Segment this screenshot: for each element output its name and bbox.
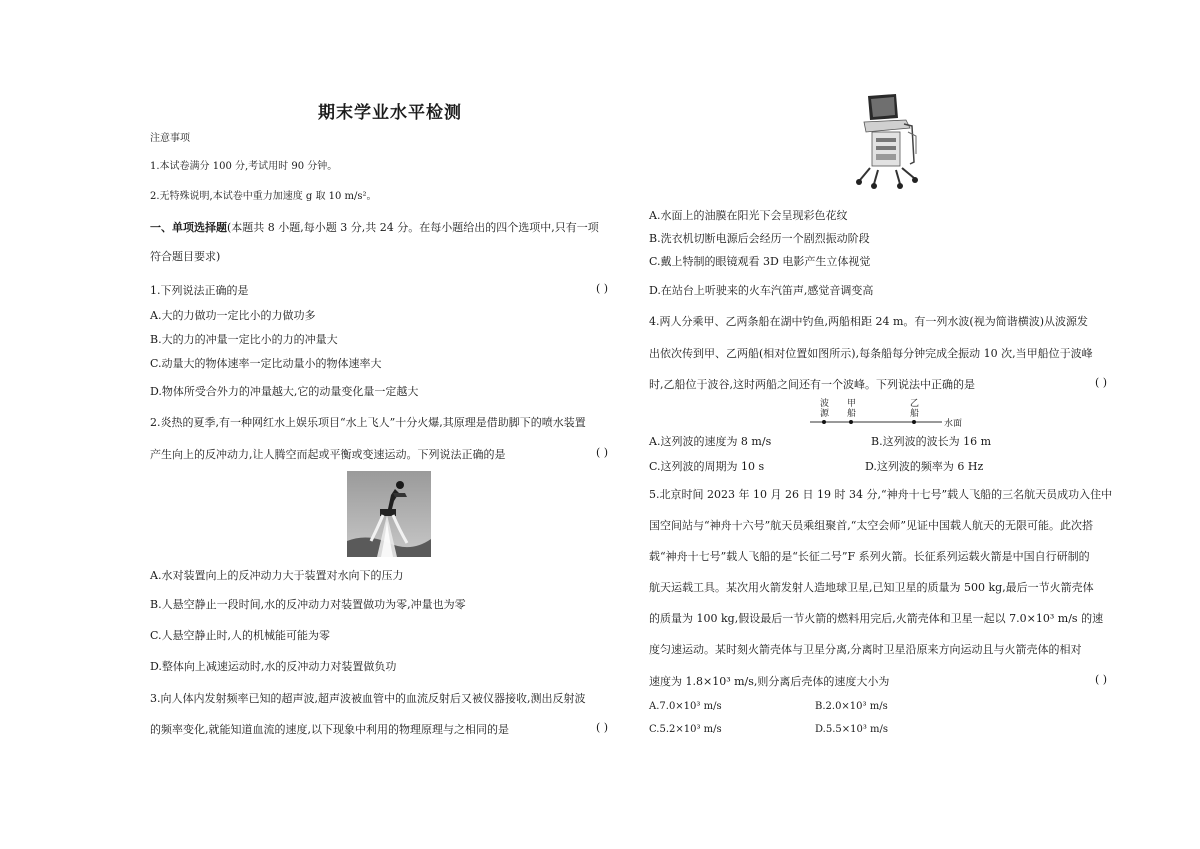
q3-stem-line2: 的频率变化,就能知道血流的速度,以下现象中利用的物理原理与之相同的是 bbox=[150, 723, 509, 736]
q2-option-d: D.整体向上减速运动时,水的反冲动力对装置做负功 bbox=[150, 660, 397, 673]
label-yi-1: 乙 bbox=[910, 399, 920, 409]
q5-answer-paren: ( ) bbox=[1095, 673, 1108, 686]
label-jia-2: 船 bbox=[847, 409, 857, 419]
q5-option-a: A.7.0×10³ m/s bbox=[649, 701, 722, 712]
ultrasound-machine-illustration bbox=[852, 92, 922, 190]
notice-item-2: 2.无特殊说明,本试卷中重力加速度 g 取 10 m/s²。 bbox=[150, 191, 377, 202]
q3-option-b: B.洗衣机切断电源后会经历一个剧烈振动阶段 bbox=[649, 232, 870, 245]
q5-stem-line7: 速度为 1.8×10³ m/s,则分离后壳体的速度大小为 bbox=[649, 675, 890, 688]
q1-option-b: B.大的力的冲量一定比小的力的冲量大 bbox=[150, 333, 338, 346]
q3-stem-line1: 3.向人体内发射频率已知的超声波,超声波被血管中的血流反射后又被仪器接收,测出反射波 bbox=[150, 692, 586, 705]
page-title: 期末学业水平检测 bbox=[318, 103, 462, 123]
label-source-2: 源 bbox=[820, 409, 830, 419]
q3-option-d: D.在站台上听驶来的火车汽笛声,感觉音调变高 bbox=[649, 284, 874, 297]
q4-answer-paren: ( ) bbox=[1095, 376, 1108, 389]
q4-option-a: A.这列波的速度为 8 m/s bbox=[649, 435, 772, 448]
section-heading-rest: (本题共 8 小题,每小题 3 分,共 24 分。在每小题给出的四个选项中,只有一项 bbox=[227, 221, 599, 234]
section-heading bbox=[150, 219, 599, 235]
q4-option-d: D.这列波的频率为 6 Hz bbox=[865, 460, 984, 473]
q5-option-c: C.5.2×10³ m/s bbox=[649, 724, 722, 735]
q2-option-a: A.水对装置向上的反冲动力大于装置对水向下的压力 bbox=[150, 569, 404, 582]
label-yi-2: 船 bbox=[910, 409, 920, 419]
q2-stem-line2: 产生向上的反冲动力,让人腾空而起或平衡或变速运动。下列说法正确的是 bbox=[150, 448, 506, 461]
water-jetpack-photo bbox=[347, 471, 431, 557]
water-surface-line bbox=[810, 416, 950, 428]
q5-stem-line1: 5.北京时间 2023 年 10 月 26 日 19 时 34 分,“神舟十七号”载人飞船的三名航天员成功入住中 bbox=[649, 488, 1113, 501]
q5-stem-line2: 国空间站与“神舟十六号”航天员乘组聚首,“太空会师”见证中国载人航天的无限可能。此次搭 bbox=[649, 519, 1093, 532]
q4-stem-line1: 4.两人分乘甲、乙两条船在湖中钓鱼,两船相距 24 m。有一列水波(视为简谐横波)从波源发 bbox=[649, 315, 1088, 328]
notice-heading: 注意事项 bbox=[150, 133, 190, 144]
q4-stem-line3: 时,乙船位于波谷,这时两船之间还有一个波峰。下列说法中正确的是 bbox=[649, 378, 975, 391]
q2-option-b: B.人悬空静止一段时间,水的反冲动力对装置做功为零,冲量也为零 bbox=[150, 598, 466, 611]
q5-stem-line3: 载“神舟十七号”载人飞船的是“长征二号”F 系列火箭。长征系列运载火箭是中国自行研制的 bbox=[649, 550, 1090, 563]
q5-stem-line6: 度匀速运动。某时刻火箭壳体与卫星分离,分离时卫星沿原来方向运动且与火箭壳体的相对 bbox=[649, 643, 1082, 656]
label-jia-1: 甲 bbox=[847, 399, 857, 409]
q2-option-c: C.人悬空静止时,人的机械能可能为零 bbox=[150, 629, 331, 642]
q3-option-a: A.水面上的油膜在阳光下会呈现彩色花纹 bbox=[649, 209, 848, 222]
label-source-1: 波 bbox=[820, 399, 830, 409]
q5-stem-line5: 的质量为 100 kg,假设最后一节火箭的燃料用完后,火箭壳体和卫星一起以 7.0×10³ m/s 的速 bbox=[649, 612, 1104, 625]
q3-answer-paren: ( ) bbox=[596, 721, 609, 734]
label-water-surface: 水面 bbox=[944, 419, 963, 429]
section-heading-line2: 符合题目要求) bbox=[150, 250, 221, 263]
q2-stem-line1: 2.炎热的夏季,有一种网红水上娱乐项目“水上飞人”十分火爆,其原理是借助脚下的喷水装置 bbox=[150, 416, 586, 429]
q4-option-b: B.这列波的波长为 16 m bbox=[871, 435, 992, 448]
q1-option-d: D.物体所受合外力的冲量越大,它的动量变化量一定越大 bbox=[150, 385, 419, 398]
q4-wave-figure bbox=[810, 396, 990, 430]
q3-option-c: C.戴上特制的眼镜观看 3D 电影产生立体视觉 bbox=[649, 255, 871, 268]
q4-option-c: C.这列波的周期为 10 s bbox=[649, 460, 765, 473]
q2-answer-paren: ( ) bbox=[596, 446, 609, 459]
notice-item-1: 1.本试卷满分 100 分,考试用时 90 分钟。 bbox=[150, 161, 338, 172]
q1-option-c: C.动量大的物体速率一定比动量小的物体速率大 bbox=[150, 357, 382, 370]
q1-answer-paren: ( ) bbox=[596, 282, 609, 295]
q5-option-d: D.5.5×10³ m/s bbox=[815, 724, 889, 735]
q5-stem-line4: 航天运载工具。某次用火箭发射人造地球卫星,已知卫星的质量为 500 kg,最后一节火箭壳体 bbox=[649, 581, 1094, 594]
section-heading-bold: 一、单项选择题 bbox=[150, 221, 227, 234]
q4-stem-line2: 出依次传到甲、乙两船(相对位置如图所示),每条船每分钟完成全振动 10 次,当甲船位于波峰 bbox=[649, 347, 1093, 360]
q5-option-b: B.2.0×10³ m/s bbox=[815, 701, 888, 712]
q1-stem: 1.下列说法正确的是 bbox=[150, 284, 249, 297]
q1-option-a: A.大的力做功一定比小的力做功多 bbox=[150, 309, 316, 322]
